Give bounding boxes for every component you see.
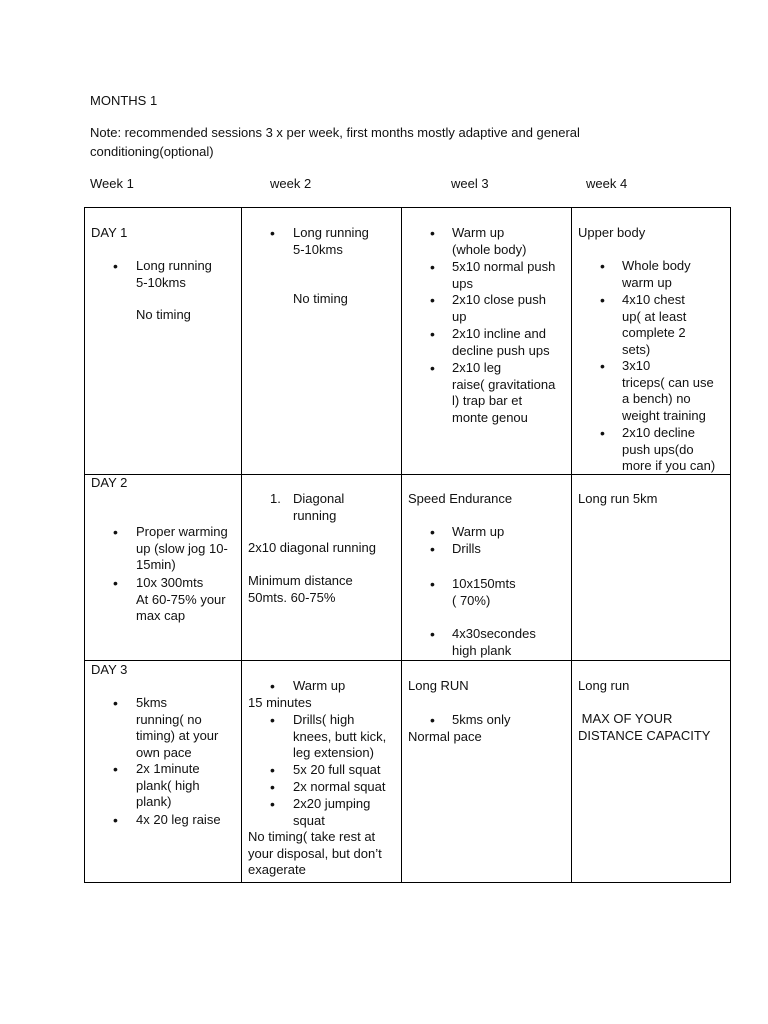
list-item: 2x20 jumping squat [293, 796, 371, 828]
list-item: Warm up (whole body) [452, 225, 527, 257]
cell-heading: Long run [578, 678, 630, 693]
table-row-day-1 [85, 208, 731, 475]
list-item: 2x10 incline and decline push ups [452, 326, 550, 358]
cell-day3-week4 [572, 661, 731, 883]
bullet-icon: • [430, 326, 435, 342]
cell-text: Minimum distance 50mts. 60-75% [248, 573, 353, 605]
cell-day1-week2 [242, 208, 402, 475]
bullet-icon: • [430, 541, 435, 557]
bullet-icon: • [113, 575, 118, 591]
list-item: 4x30secondes high plank [452, 626, 536, 658]
list-item: 2x 1minute plank( high plank) [136, 761, 200, 809]
bullet-icon: • [430, 576, 435, 592]
bullet-icon: • [113, 695, 118, 711]
list-item: 5kms only [452, 712, 511, 727]
bullet-icon: • [430, 524, 435, 540]
cell-text: 15 minutes [248, 695, 312, 710]
bullet-icon: • [270, 678, 275, 694]
week-header-2: week 2 [270, 176, 312, 191]
list-item: 5kms running( no timing) at your own pace [136, 695, 219, 760]
bullet-icon: • [600, 258, 605, 274]
bullet-icon: • [600, 358, 605, 374]
cell-heading: Long run 5km [578, 491, 658, 506]
list-item: 10x 300mts At 60-75% your max cap [136, 575, 226, 623]
cell-day1-week1 [85, 208, 242, 475]
bullet-icon: • [270, 796, 275, 812]
bullet-icon: • [600, 292, 605, 308]
list-item: Drills( high knees, butt kick, leg extension) [293, 712, 387, 760]
cell-heading: Speed Endurance [408, 491, 513, 506]
bullet-icon: • [270, 779, 275, 795]
cell-day1-week3 [402, 208, 572, 475]
cell-text: 2x10 diagonal running [248, 540, 376, 555]
list-item: Warm up [293, 678, 346, 693]
list-item: 2x normal squat [293, 779, 386, 794]
week-header-3: weel 3 [451, 176, 489, 191]
table-row-day-3 [85, 661, 731, 883]
training-table [84, 207, 731, 883]
day-label: DAY 3 [91, 662, 128, 677]
note-line-1: Note: recommended sessions 3 x per week, first months mostly adaptive and general [90, 125, 580, 140]
bullet-icon: • [430, 259, 435, 275]
bullet-icon: • [430, 292, 435, 308]
cell-day3-week1 [85, 661, 242, 883]
list-item: Long running 5-10kms [293, 225, 369, 257]
list-item: Long running 5-10kms [136, 258, 212, 290]
day-label: DAY 2 [91, 475, 128, 490]
bullet-icon: • [430, 712, 435, 728]
cell-text: DISTANCE CAPACITY [578, 728, 711, 743]
bullet-icon: • [430, 225, 435, 241]
note-text: No timing [136, 307, 191, 322]
day-label: DAY 1 [91, 225, 128, 240]
cell-day2-week3 [402, 475, 572, 661]
list-item: Proper warming up (slow jog 10- 15min) [136, 524, 228, 572]
bullet-icon: • [113, 812, 118, 828]
cell-text: Normal pace [408, 729, 482, 744]
list-item: Whole body warm up [622, 258, 691, 290]
bullet-icon: • [430, 360, 435, 376]
list-item: 2x10 leg raise( gravitationa l) trap bar et monte genou [452, 360, 556, 425]
list-item: 5x 20 full squat [293, 762, 381, 777]
cell-heading: Upper body [578, 225, 646, 240]
bullet-icon: • [113, 761, 118, 777]
bullet-icon: • [600, 425, 605, 441]
list-number: 1. [270, 491, 281, 506]
cell-day2-week2 [242, 475, 402, 661]
list-item: 2x10 decline push ups(do more if you can) [622, 425, 716, 473]
table-row-day-2 [85, 475, 731, 661]
list-item: 5x10 normal push ups [452, 259, 556, 291]
bullet-icon: • [270, 712, 275, 728]
cell-day2-week1 [85, 475, 242, 661]
week-header-1: Week 1 [90, 176, 134, 191]
cell-day3-week3 [402, 661, 572, 883]
note-text: No timing [293, 291, 348, 306]
bullet-icon: • [430, 626, 435, 642]
bullet-icon: • [113, 524, 118, 540]
cell-day1-week4 [572, 208, 731, 475]
list-item: Diagonal running [293, 491, 345, 523]
cell-text: No timing( take rest at your disposal, but don’t exagerate [248, 829, 382, 877]
cell-day3-week2 [242, 661, 402, 883]
list-item: Warm up [452, 524, 505, 539]
page-title: MONTHS 1 [90, 93, 158, 108]
bullet-icon: • [270, 762, 275, 778]
list-item: Drills [452, 541, 481, 556]
cell-heading: Long RUN [408, 678, 469, 693]
cell-text: MAX OF YOUR [578, 711, 673, 726]
week-header-4: week 4 [586, 176, 628, 191]
bullet-icon: • [270, 225, 275, 241]
list-item: 10x150mts ( 70%) [452, 576, 516, 608]
cell-day2-week4 [572, 475, 731, 661]
list-item: 4x 20 leg raise [136, 812, 221, 827]
list-item: 2x10 close push up [452, 292, 546, 324]
bullet-icon: • [113, 258, 118, 274]
list-item: 4x10 chest up( at least complete 2 sets) [622, 292, 687, 357]
note-line-2: conditioning(optional) [90, 144, 214, 159]
list-item: 3x10 triceps( can use a bench) no weight training [622, 358, 714, 423]
